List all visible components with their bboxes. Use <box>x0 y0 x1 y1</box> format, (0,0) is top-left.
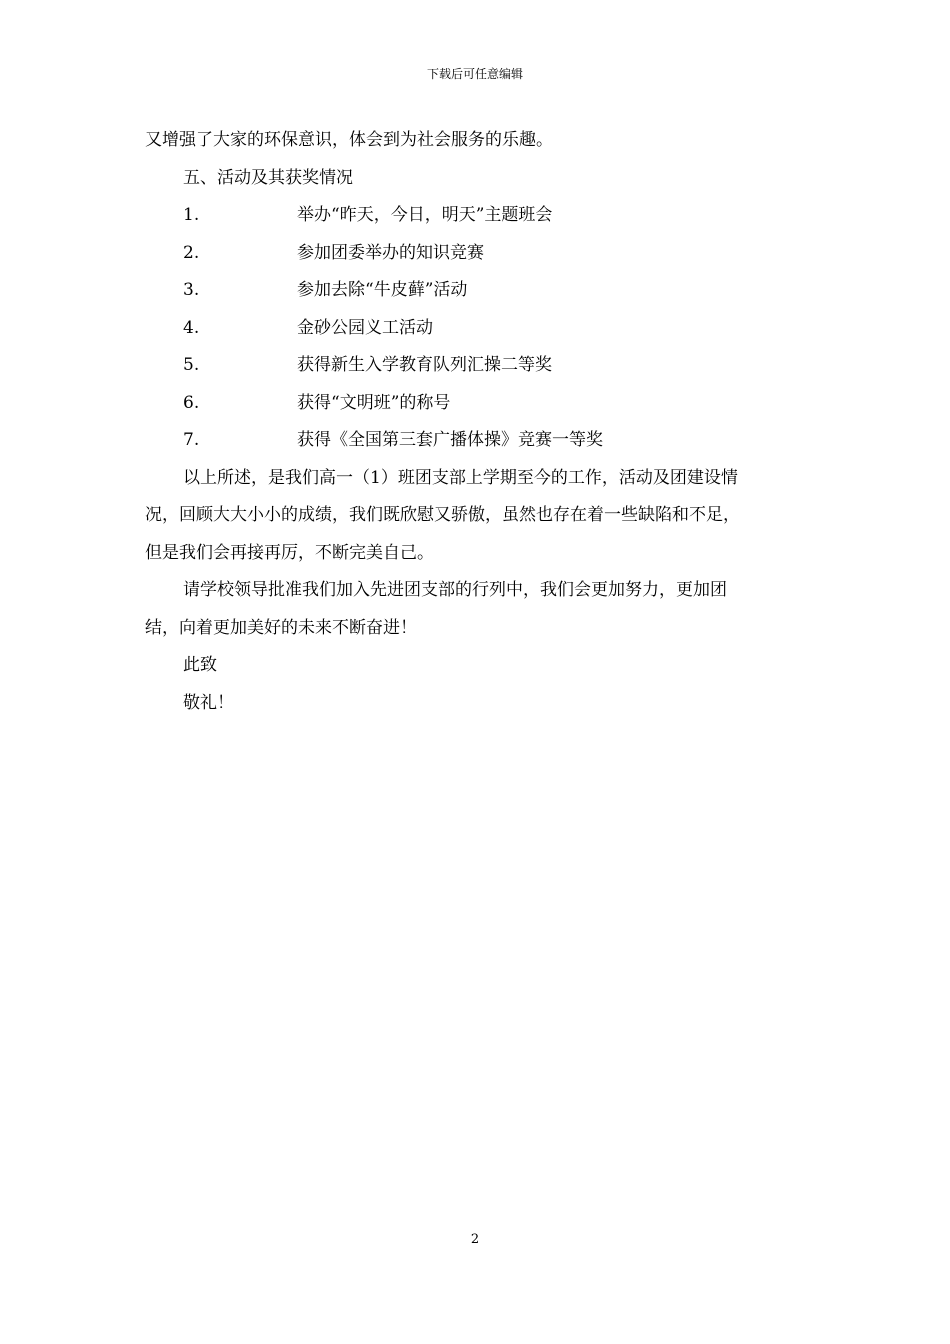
list-item-text: 获得《全国第三套广播体操》竞赛一等奖 <box>297 430 603 450</box>
list-item-text: 获得“文明班”的称号 <box>297 392 451 413</box>
list-item <box>145 347 815 385</box>
page-header: 下载后可任意编辑 <box>426 67 523 81</box>
section-heading: 五、活动及其获奖情况 <box>183 167 353 188</box>
list-item <box>145 197 815 235</box>
list-item-number: 3. <box>183 280 200 300</box>
paragraph-line: 又增强了大家的环保意识，体会到为社会服务的乐趣。 <box>145 130 553 150</box>
list-item-text: 举办“昨天，今日，明天”主题班会 <box>297 205 553 225</box>
list-item-number: 4. <box>183 317 200 338</box>
list-item-text: 参加去除“牛皮藓”活动 <box>297 280 468 300</box>
page-number: 2 <box>470 1232 480 1247</box>
document-body <box>145 122 815 722</box>
list-item-number: 2. <box>183 242 200 263</box>
paragraph-line: 况，回顾大大小小的成绩，我们既欣慰又骄傲，虽然也存在着一些缺陷和不足， <box>145 505 740 525</box>
paragraph-line: 但是我们会再接再厉，不断完美自己。 <box>145 542 434 563</box>
list-item-text: 获得新生入学教育队列汇操二等奖 <box>297 355 552 375</box>
list-item-number: 6. <box>183 392 200 413</box>
list-item-text: 金砂公园义工活动 <box>297 317 433 338</box>
list-item <box>145 422 815 460</box>
list-item-number: 7. <box>183 430 200 450</box>
list-item <box>145 310 815 348</box>
list-item-number: 5. <box>183 355 200 375</box>
paragraph-line: 以上所述，是我们高一（1）班团支部上学期至今的工作，活动及团建设情 <box>183 467 738 488</box>
paragraph-line: 结，向着更加美好的未来不断奋进！ <box>145 617 417 638</box>
list-item <box>145 385 815 423</box>
list-item <box>145 235 815 273</box>
list-item-number: 1. <box>183 205 200 225</box>
list-item <box>145 272 815 310</box>
list-item-text: 参加团委举办的知识竞赛 <box>297 242 484 263</box>
closing-salutation: 此致 <box>183 655 217 675</box>
paragraph-line: 请学校领导批准我们加入先进团支部的行列中，我们会更加努力，更加团 <box>183 580 727 600</box>
closing-regards: 敬礼！ <box>183 692 234 713</box>
